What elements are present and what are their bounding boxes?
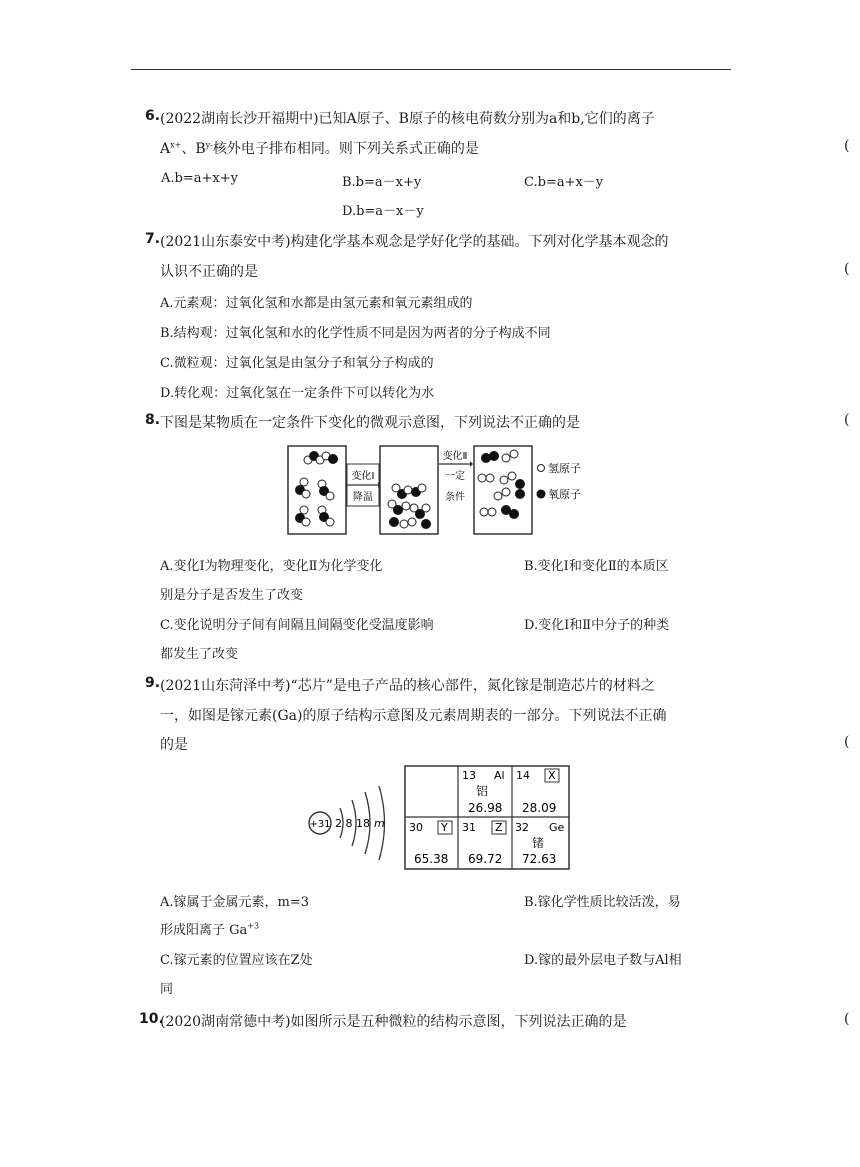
question-stem: (2021山东菏泽中考)“芯片”是电子产品的核心部件，氮化镓是制造芯片的材料之 <box>160 678 655 694</box>
question-stem: (2020湖南常德中考)如图所示是五种微粒的结构示意图，下列说法正确的是 <box>160 1014 627 1030</box>
arrow-2-condition-2: 条件 <box>445 492 465 503</box>
al-mass: 26.98 <box>468 801 503 815</box>
z-number: 31 <box>462 821 476 834</box>
outer-electrons-m: m <box>374 817 385 830</box>
x-symbol: X <box>548 769 556 782</box>
question-number: 10. <box>139 1011 164 1027</box>
molecules-state-3 <box>478 450 525 519</box>
molecules-state-2 <box>388 484 431 529</box>
answer-paren: ( <box>844 734 850 750</box>
ge-number: 32 <box>515 821 529 834</box>
option-d-continued: 都发生了改变 <box>160 647 239 662</box>
question-stem: (2021山东泰安中考)构建化学基本观念是学好化学的基础。下列对化学基本观念的 <box>160 234 669 250</box>
question-number: 9. <box>145 675 161 691</box>
option-c: C.变化说明分子间有间隔且间隔变化受温度影响 <box>160 618 434 633</box>
answer-paren: ( <box>844 138 850 154</box>
question-number: 7. <box>145 231 161 247</box>
option-b: B.变化Ⅰ和变化Ⅱ的本质区 <box>524 559 669 574</box>
question-stem-line2: 认识不正确的是 <box>160 264 258 280</box>
arrow-1-condition: 降温 <box>353 492 373 503</box>
ge-name: 锗 <box>532 836 545 850</box>
x-mass: 28.09 <box>522 801 557 815</box>
ge-mass: 72.63 <box>522 852 557 866</box>
option-b: B.镓化学性质比较活泼，易 <box>524 895 681 910</box>
option-a: A.b=a+x+y <box>161 171 238 186</box>
gallium-atom-diagram <box>302 780 402 865</box>
electron-shells: 2 8 18 <box>335 817 370 830</box>
option-c: C.b=a+x－y <box>524 175 604 190</box>
y-mass: 65.38 <box>414 852 449 866</box>
molecule-change-diagram <box>284 444 614 540</box>
option-b: B.b=a－x+y <box>342 175 422 190</box>
arrow-2-label: 变化Ⅱ <box>442 451 468 462</box>
option-d-continued: 同 <box>160 982 174 997</box>
arrow-2-condition-1: 一定 <box>445 471 465 482</box>
question-stem: (2022湖南长沙开福期中)已知A原子、B原子的核电荷数分别为a和b,它们的离子 <box>160 111 655 127</box>
hydrogen-atom-icon <box>538 465 545 472</box>
oxygen-atom-icon <box>537 490 546 499</box>
y-number: 30 <box>409 821 423 834</box>
legend-hydrogen: 氢原子 <box>548 462 581 475</box>
option-b: B.结构观：过氧化氢和水的化学性质不同是因为两者的分子构成不同 <box>160 326 551 341</box>
molecules-state-1 <box>295 451 338 526</box>
option-c: C.镓元素的位置应该在Z处 <box>160 953 313 968</box>
question-number: 6. <box>145 108 161 124</box>
option-d: D.变化Ⅰ和Ⅱ中分子的种类 <box>524 618 670 633</box>
legend-oxygen: 氧原子 <box>548 488 581 501</box>
question-stem: 下图是某物质在一定条件下变化的微观示意图，下列说法不正确的是 <box>160 415 580 431</box>
option-d: D.转化观：过氧化氢在一定条件下可以转化为水 <box>160 386 435 401</box>
option-a: A.变化Ⅰ为物理变化，变化Ⅱ为化学变化 <box>160 559 383 574</box>
question-stem-line2: $A^{x+}$、$B^{y-}$核外电子排布相同。则下列关系式正确的是 <box>160 140 479 157</box>
question-stem-line2: 一，如图是镓元素(Ga)的原子结构示意图及元素周期表的一部分。下列说法不正确 <box>160 708 667 724</box>
option-b-continued: 形成阳离子 $Ga^{+3}$ <box>160 921 260 938</box>
header-rule <box>131 69 731 70</box>
option-d: D.b=a－x－y <box>342 204 424 219</box>
z-symbol: Z <box>495 821 503 834</box>
y-symbol: Y <box>441 821 448 834</box>
option-b-continued: 别是分子是否发生了改变 <box>160 588 304 603</box>
answer-paren: ( <box>844 261 850 277</box>
option-c: C.微粒观：过氧化氢是由氢分子和氧分子构成的 <box>160 356 434 371</box>
al-name: 铝 <box>476 784 489 798</box>
arrow-head-icon <box>470 461 473 467</box>
answer-paren: ( <box>844 412 850 428</box>
option-a: A.镓属于金属元素，m=3 <box>160 895 310 910</box>
option-a: A.元素观：过氧化氢和水都是由氢元素和氧元素组成的 <box>160 296 473 311</box>
z-mass: 69.72 <box>468 852 503 866</box>
nucleus-charge: +31 <box>309 819 331 830</box>
question-stem-line3: 的是 <box>160 737 188 753</box>
x-number: 14 <box>516 769 530 782</box>
option-d: D.镓的最外层电子数与Al相 <box>524 953 682 968</box>
al-number: 13 <box>462 769 476 782</box>
al-symbol: Al <box>494 769 505 782</box>
periodic-table-fragment <box>404 765 570 870</box>
ge-symbol: Ge <box>549 821 565 834</box>
question-number: 8. <box>145 412 161 428</box>
arrow-1-label: 变化Ⅰ <box>351 471 375 482</box>
answer-paren: ( <box>844 1011 850 1027</box>
